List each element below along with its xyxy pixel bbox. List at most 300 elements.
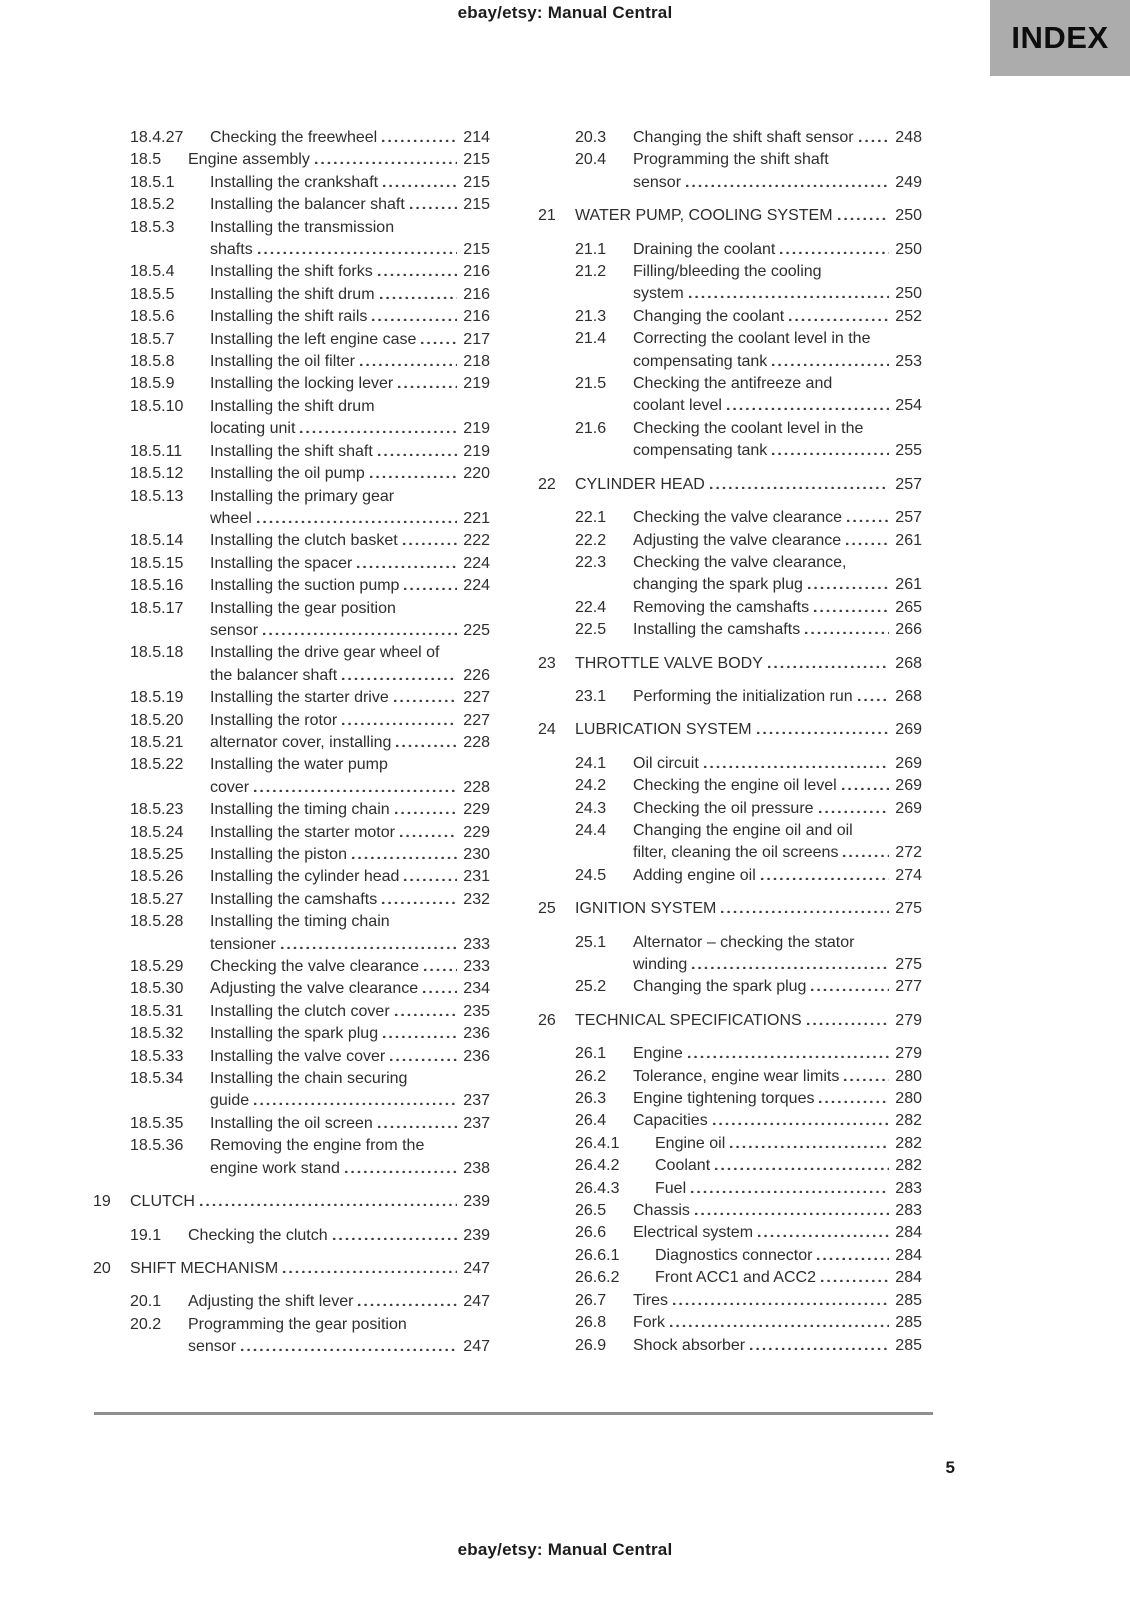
toc-entry	[538, 418, 922, 463]
toc-entry-title: Engine	[633, 1045, 683, 1063]
toc-entry-number: 20.1	[130, 1293, 162, 1311]
toc-entry-number: 18.5.35	[130, 1114, 184, 1132]
toc-entry-number: 21.2	[575, 263, 607, 281]
toc-entry-title: Installing the transmission	[210, 218, 395, 236]
toc-page-number: 219	[463, 375, 490, 393]
toc-dot-leader	[728, 1144, 889, 1148]
toc-dot-leader	[766, 664, 889, 668]
toc-page-number: 268	[895, 687, 922, 705]
toc-page-number: 274	[895, 866, 922, 884]
toc-entry	[93, 172, 490, 194]
toc-dot-leader	[748, 1346, 889, 1350]
toc-page-number: 261	[895, 531, 922, 549]
toc-page-number: 239	[463, 1226, 490, 1244]
footer-divider	[94, 1412, 933, 1415]
toc-entry-number: 26.4	[575, 1112, 607, 1130]
toc-page-number: 285	[895, 1291, 922, 1309]
toc-entry-number: 18.5.4	[130, 263, 175, 281]
toc-dot-leader	[355, 564, 457, 568]
footer-document-title: ebay/etsy: Manual Central	[457, 1540, 673, 1559]
toc-entry-number: 22.4	[575, 598, 607, 616]
toc-entry	[93, 149, 490, 171]
toc-dot-leader	[255, 519, 457, 523]
toc-entry-title: Coolant	[655, 1157, 711, 1175]
toc-dot-leader	[719, 909, 889, 913]
toc-page-number: 250	[895, 285, 922, 303]
toc-entry-number: 26.2	[575, 1067, 607, 1085]
toc-entry-number: 20	[93, 1259, 111, 1277]
toc-dot-leader	[725, 406, 889, 410]
toc-page-number: 285	[895, 1336, 922, 1354]
toc-entry-number: 19.1	[130, 1226, 162, 1244]
toc-entry-number: 21	[538, 207, 556, 225]
toc-dot-leader	[686, 1054, 889, 1058]
toc-dot-leader	[836, 216, 889, 220]
toc-entry	[93, 553, 490, 575]
toc-page-number: 282	[895, 1134, 922, 1152]
toc-dot-leader	[756, 1233, 889, 1237]
toc-page-number: 233	[463, 958, 490, 976]
toc-dot-leader	[381, 1034, 457, 1038]
toc-column-right	[538, 127, 922, 1359]
toc-page-number: 275	[895, 956, 922, 973]
toc-entry	[538, 1200, 922, 1222]
toc-entry-title: Electrical system	[633, 1224, 754, 1242]
toc-entry	[93, 911, 490, 956]
toc-entry-title: alternator cover, installing	[210, 733, 392, 751]
toc-page-number: 237	[463, 1114, 490, 1132]
toc-page-number: 228	[463, 778, 490, 796]
toc-entry	[93, 799, 490, 821]
toc-entry-title: Adding engine oil	[633, 866, 756, 884]
toc-page-number: 266	[895, 621, 922, 639]
toc-dot-leader	[787, 317, 889, 321]
toc-dot-leader	[419, 340, 457, 344]
toc-entry	[93, 687, 490, 709]
toc-entry	[93, 396, 490, 441]
toc-entry-title: Installing the drive gear wheel of	[210, 644, 440, 662]
toc-page-number: 284	[895, 1269, 922, 1287]
toc-entry-title: Fork	[633, 1314, 665, 1332]
toc-entry-title: Alternator – checking the stator	[633, 933, 855, 951]
toc-entry-number: 18.5.11	[130, 442, 183, 460]
toc-dot-leader	[809, 987, 889, 991]
toc-page-number: 216	[463, 308, 490, 326]
toc-entry-number: 18.5.17	[130, 599, 184, 617]
toc-entry-number: 18.5.30	[130, 980, 184, 998]
toc-entry-title: Installing the clutch basket	[210, 532, 398, 550]
toc-page-number: 233	[463, 935, 490, 953]
toc-dot-leader	[340, 721, 457, 725]
toc-dot-leader	[358, 362, 457, 366]
toc-entry-number: 18.5.31	[130, 1002, 184, 1020]
toc-page-number: 247	[463, 1259, 490, 1277]
toc-chapter-entry	[538, 719, 922, 741]
toc-page-number: 239	[463, 1193, 490, 1211]
toc-entry	[538, 1245, 922, 1267]
toc-entry-number: 18.5.26	[130, 868, 184, 886]
toc-entry	[538, 686, 922, 708]
toc-dot-leader	[842, 1077, 889, 1081]
toc-entry	[538, 976, 922, 998]
toc-page-number: 219	[463, 420, 490, 438]
toc-entry	[93, 598, 490, 643]
toc-entry-number: 24.2	[575, 777, 607, 795]
toc-entry-number: 24.3	[575, 799, 607, 817]
toc-dot-leader	[857, 138, 889, 142]
toc-page-number: 252	[895, 307, 922, 325]
toc-entry	[538, 507, 922, 529]
toc-entry-number: 18.4.27	[130, 129, 184, 146]
toc-dot-leader	[396, 384, 457, 388]
toc-entry-number: 26.8	[575, 1314, 607, 1332]
toc-entry-title: Installing the suction pump	[210, 577, 400, 595]
toc-dot-leader	[380, 900, 457, 904]
toc-entry	[93, 732, 490, 754]
toc-entry	[93, 1113, 490, 1135]
toc-page-number: 224	[463, 577, 490, 595]
toc-entry	[93, 956, 490, 978]
toc-entry	[538, 798, 922, 820]
toc-page-number: 283	[895, 1179, 922, 1197]
toc-entry-number: 21.3	[575, 307, 607, 325]
toc-dot-leader	[401, 541, 457, 545]
toc-page-number: 232	[463, 890, 490, 908]
toc-dot-leader	[759, 876, 889, 880]
toc-entry-number: 18.5	[130, 151, 162, 169]
toc-entry-title: Installing the piston	[210, 846, 347, 863]
toc-entry	[538, 530, 922, 552]
toc-entry-title: wheel	[210, 509, 252, 527]
toc-page-number: 247	[463, 1338, 490, 1356]
toc-entry	[538, 1335, 922, 1357]
toc-page-number: 254	[895, 397, 922, 415]
toc-entry-title: Front ACC1 and ACC2	[655, 1269, 816, 1287]
toc-dot-leader	[376, 452, 457, 456]
toc-entry-title: Capacities	[633, 1112, 708, 1130]
toc-entry-number: 18.5.12	[130, 465, 184, 483]
toc-dot-leader	[256, 250, 457, 254]
toc-dot-leader	[279, 945, 457, 949]
toc-entry-number: 18.5.9	[130, 375, 175, 393]
toc-entry-number: 26.4.3	[575, 1179, 620, 1197]
toc-page-number: 218	[463, 353, 490, 371]
toc-entry-title: Installing the spark plug	[210, 1025, 379, 1043]
toc-page-number: 226	[463, 666, 490, 684]
toc-entry-title: WATER PUMP, COOLING SYSTEM	[575, 207, 833, 225]
toc-page-number: 215	[463, 241, 490, 259]
toc-dot-leader	[668, 1323, 889, 1327]
toc-entry-title: Engine assembly	[188, 151, 310, 169]
toc-entry	[538, 149, 922, 194]
toc-dot-leader	[388, 1057, 457, 1061]
toc-entry-number: 19	[93, 1193, 111, 1211]
toc-entry-title: Changing the spark plug	[633, 978, 807, 996]
toc-entry-title: TECHNICAL SPECIFICATIONS	[575, 1011, 802, 1029]
toc-page-number: 268	[895, 654, 922, 672]
toc-page-number: 227	[463, 689, 490, 707]
toc-dot-leader	[313, 160, 457, 164]
toc-entry	[538, 865, 922, 887]
toc-page-number: 219	[463, 442, 490, 460]
toc-entry-number: 21.4	[575, 330, 607, 348]
toc-page-number: 250	[895, 207, 922, 225]
toc-entry	[93, 1225, 490, 1247]
toc-dot-leader	[812, 608, 889, 612]
toc-dot-leader	[376, 1124, 457, 1128]
toc-dot-leader	[376, 272, 457, 276]
toc-entry-number: 26.9	[575, 1336, 607, 1354]
toc-entry-title: Installing the camshafts	[633, 621, 801, 639]
toc-entry-title: Adjusting the valve clearance	[633, 531, 842, 549]
toc-page-number: 228	[463, 733, 490, 751]
toc-entry-title: THROTTLE VALVE BODY	[575, 654, 763, 672]
toc-dot-leader	[817, 1099, 889, 1103]
toc-entry-title: Tolerance, engine wear limits	[633, 1067, 840, 1085]
toc-dot-leader	[239, 1347, 457, 1351]
toc-entry-title: Installing the chain securing	[210, 1070, 408, 1088]
toc-entry-title: Checking the valve clearance,	[633, 553, 847, 571]
toc-entry	[538, 753, 922, 775]
toc-entry-title: filter, cleaning the oil screens	[633, 844, 839, 862]
toc-page-number: 237	[463, 1092, 490, 1110]
toc-entry	[93, 530, 490, 552]
toc-page-number: 216	[463, 263, 490, 281]
toc-entry-number: 18.5.29	[130, 958, 184, 976]
toc-page-number: 284	[895, 1224, 922, 1242]
toc-entry	[538, 597, 922, 619]
toc-entry-title: Tires	[633, 1291, 668, 1309]
toc-entry-title: Checking the clutch	[188, 1226, 328, 1244]
toc-entry	[93, 642, 490, 687]
toc-page-number: 257	[895, 475, 922, 493]
toc-entry-title: Adjusting the valve clearance	[210, 980, 419, 998]
toc-entry-title: Installing the rotor	[210, 711, 338, 729]
toc-entry-title: Engine tightening torques	[633, 1090, 815, 1108]
toc-entry-title: Installing the valve cover	[210, 1047, 386, 1065]
toc-dot-leader	[711, 1121, 889, 1125]
toc-chapter-entry	[538, 1010, 922, 1032]
toc-entry	[93, 866, 490, 888]
toc-entry	[93, 127, 490, 149]
toc-entry-title: Installing the camshafts	[210, 890, 378, 908]
toc-page-number: 257	[895, 509, 922, 527]
toc-entry-title: Installing the locking lever	[210, 375, 394, 393]
toc-entry	[93, 1001, 490, 1023]
toc-page-number: 253	[895, 352, 922, 370]
index-tab-label: INDEX	[1011, 20, 1109, 55]
toc-entry	[538, 1043, 922, 1065]
toc-page-number: 234	[463, 980, 490, 998]
toc-page-number: 269	[895, 721, 922, 739]
toc-page-number: 255	[895, 442, 922, 460]
toc-entry-title: Changing the shift shaft sensor	[633, 129, 854, 146]
toc-dot-leader	[281, 1269, 457, 1273]
toc-page-number: 222	[463, 532, 490, 550]
toc-entry	[538, 1155, 922, 1177]
toc-entry-number: 21.6	[575, 419, 607, 437]
toc-entry	[538, 1222, 922, 1244]
toc-entry-number: 26.6	[575, 1224, 607, 1242]
toc-entry	[93, 217, 490, 262]
toc-entry	[538, 932, 922, 977]
toc-dot-leader	[806, 585, 889, 589]
toc-page-number: 282	[895, 1157, 922, 1175]
toc-entry-number: 21.5	[575, 375, 607, 393]
toc-entry-number: 26.6.1	[575, 1246, 620, 1264]
toc-entry-number: 24.5	[575, 866, 607, 884]
toc-entry-title: Installing the timing chain	[210, 913, 390, 931]
toc-entry-number: 18.5.3	[130, 218, 175, 236]
toc-entry-number: 26.7	[575, 1291, 607, 1309]
toc-entry-title: Removing the camshafts	[633, 598, 810, 616]
toc-entry-title: Fuel	[655, 1179, 687, 1197]
toc-dot-leader	[402, 877, 457, 881]
toc-page-number: 221	[463, 509, 490, 527]
toc-page-number: 215	[463, 173, 490, 191]
toc-dot-leader	[684, 183, 889, 187]
toc-entry	[93, 351, 490, 373]
toc-chapter-entry	[93, 1191, 490, 1213]
toc-entry	[93, 261, 490, 283]
toc-dot-leader	[817, 809, 889, 813]
toc-entry	[538, 328, 922, 373]
toc-entry	[93, 463, 490, 485]
toc-dot-leader	[755, 730, 889, 734]
toc-entry-number: 26.6.2	[575, 1269, 620, 1287]
toc-entry-number: 26.3	[575, 1090, 607, 1108]
toc-entry-title: Performing the initialization run	[633, 687, 853, 705]
toc-dot-leader	[392, 698, 457, 702]
toc-entry-title: Installing the cylinder head	[210, 868, 400, 886]
toc-entry-title: Installing the primary gear	[210, 487, 395, 505]
toc-page-number: 279	[895, 1011, 922, 1029]
toc-column-left	[93, 127, 490, 1359]
toc-dot-leader	[252, 788, 457, 792]
toc-page-number: 261	[895, 576, 922, 594]
toc-entry-number: 25.1	[575, 933, 607, 951]
toc-dot-leader	[841, 853, 889, 857]
toc-entry	[538, 239, 922, 261]
toc-entry-number: 18.5.8	[130, 353, 175, 371]
toc-entry	[93, 306, 490, 328]
toc-entry-title: Checking the coolant level in the	[633, 419, 864, 437]
toc-dot-leader	[331, 1236, 457, 1240]
toc-dot-leader	[819, 1278, 889, 1282]
toc-entry	[93, 486, 490, 531]
toc-entry	[93, 978, 490, 1000]
toc-entry-number: 23	[538, 654, 556, 672]
toc-entry-number: 26.5	[575, 1202, 607, 1220]
toc-entry-number: 26	[538, 1011, 556, 1029]
toc-dot-leader	[402, 586, 457, 590]
toc-entry-title: Programming the gear position	[188, 1315, 407, 1333]
toc-dot-leader	[356, 1302, 457, 1306]
toc-entry-number: 18.5.7	[130, 330, 175, 348]
toc-entry-number: 18.5.21	[130, 733, 184, 751]
toc-entry	[538, 1178, 922, 1200]
toc-dot-leader	[687, 294, 889, 298]
toc-page-number: 214	[463, 129, 490, 146]
toc-entry	[538, 1066, 922, 1088]
toc-entry-number: 18.5.32	[130, 1025, 184, 1043]
toc-entry	[538, 1088, 922, 1110]
toc-entry-number: 18.5.25	[130, 846, 184, 863]
toc-dot-leader	[690, 965, 889, 969]
toc-page-number: 236	[463, 1047, 490, 1065]
toc-dot-leader	[778, 250, 889, 254]
toc-entry-number: 20.2	[130, 1315, 162, 1333]
toc-entry-title: winding	[633, 956, 688, 973]
toc-page-number: 220	[463, 465, 490, 483]
toc-entry-title: CLUTCH	[130, 1193, 195, 1211]
toc-page-number: 248	[895, 129, 922, 146]
toc-entry-title: Installing the shift rails	[210, 308, 368, 326]
toc-dot-leader	[840, 786, 889, 790]
toc-dot-leader	[340, 676, 457, 680]
toc-page-number: 283	[895, 1202, 922, 1220]
page-number: 5	[945, 1458, 955, 1477]
toc-entry	[93, 1068, 490, 1113]
toc-entry	[93, 1291, 490, 1313]
toc-entry	[538, 306, 922, 328]
toc-page-number: 279	[895, 1045, 922, 1063]
toc-entry-title: shafts	[210, 241, 253, 259]
toc-entry-title: Checking the freewheel	[210, 129, 378, 146]
toc-entry-title: sensor	[633, 173, 682, 191]
toc-entry-title: Installing the oil filter	[210, 353, 355, 371]
toc-dot-leader	[198, 1202, 457, 1206]
toc-entry-title: changing the spark plug	[633, 576, 803, 594]
toc-page-number: 235	[463, 1002, 490, 1020]
toc-page-number: 269	[895, 777, 922, 795]
toc-page-number: 225	[463, 621, 490, 639]
toc-dot-leader	[378, 295, 457, 299]
toc-entry-title: Installing the timing chain	[210, 801, 390, 819]
toc-page-number: 269	[895, 799, 922, 817]
toc-entry-title: Changing the engine oil and oil	[633, 821, 853, 839]
toc-dot-leader	[343, 1169, 457, 1173]
toc-entry-title: Checking the valve clearance	[633, 509, 843, 527]
toc-dot-leader	[856, 697, 889, 701]
toc-entry-number: 25	[538, 900, 556, 918]
toc-entry-number: 25.2	[575, 978, 607, 996]
toc-entry	[538, 1110, 922, 1132]
toc-entry	[538, 261, 922, 306]
toc-entry-title: Checking the oil pressure	[633, 799, 814, 817]
toc-entry	[93, 329, 490, 351]
toc-page-number: 231	[463, 868, 490, 886]
toc-entry-number: 21.1	[575, 240, 607, 258]
toc-entry-number: 18.5.24	[130, 823, 184, 841]
toc-entry-number: 18.5.18	[130, 644, 184, 662]
toc-entry	[538, 127, 922, 149]
table-of-contents	[93, 127, 922, 1359]
toc-entry-title: Oil circuit	[633, 754, 699, 772]
toc-entry	[538, 1267, 922, 1289]
toc-page-number: 269	[895, 754, 922, 772]
toc-page-number: 280	[895, 1067, 922, 1085]
toc-entry-title: Programming the shift shaft	[633, 151, 829, 169]
toc-page-number: 272	[895, 844, 922, 862]
toc-dot-leader	[380, 138, 457, 142]
toc-entry-title: Filling/bleeding the cooling	[633, 263, 822, 281]
toc-dot-leader	[693, 1211, 889, 1215]
toc-page-number: 227	[463, 711, 490, 729]
toc-entry-number: 18.5.2	[130, 196, 175, 214]
toc-entry-title: system	[633, 285, 684, 303]
toc-entry	[93, 844, 490, 866]
